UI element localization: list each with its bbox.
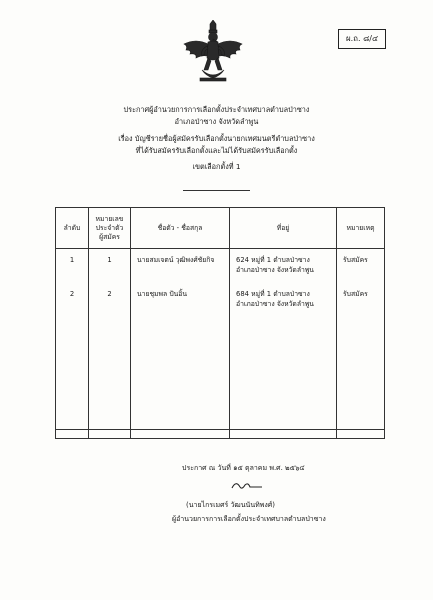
cell-number: 2 [89, 275, 131, 309]
table-header-row [56, 208, 385, 249]
col-header-name: ชื่อตัว - ชื่อสกุล [131, 208, 230, 249]
header-line-2: อำเภอป่าซาง จังหวัดลำพูน [174, 117, 259, 126]
table-empty-row [56, 430, 385, 439]
cell-name: นายสมเจตน์ วุฒิพงศ์ชัยกิจ [131, 249, 230, 276]
cell-note: รับสมัคร [337, 275, 385, 309]
col-header-address: ที่อยู่ [230, 208, 337, 249]
col-header-note: หมายเหตุ [337, 208, 385, 249]
cell-note: รับสมัคร [337, 249, 385, 276]
cell-number: 1 [89, 249, 131, 276]
col-header-number-line1: หมายเลข [95, 214, 124, 223]
signature-mark [230, 478, 264, 492]
header-line-5: เขตเลือกตั้งที่ 1 [192, 162, 241, 171]
cell-order: 1 [56, 249, 89, 276]
header-line-3: เรื่อง บัญชีรายชื่อผู้สมัครรับเลือกตั้งนายกเทศมนตรีตำบลป่าซาง [118, 134, 315, 143]
cell-order: 2 [56, 275, 89, 309]
cell-name: นายชุมพล ปันอิ้น [131, 275, 230, 309]
col-header-order: ลำดับ [56, 208, 89, 249]
cell-address-line1: 624 หมู่ที่ 1 ตำบลป่าซาง [236, 256, 310, 264]
garuda-emblem-icon [180, 20, 246, 86]
cell-address [230, 249, 337, 276]
header-line-4: ที่ได้รับสมัครรับเลือกตั้งและไม่ได้รับสมัครรับเลือกตั้ง [135, 146, 298, 155]
header-divider [183, 190, 250, 191]
cell-address-line1: 684 หมู่ที่ 1 ตำบลป่าซาง [236, 290, 310, 298]
header-line-1: ประกาศผู้อำนวยการการเลือกตั้งประจำเทศบาลตำบลป่าซาง [123, 105, 310, 114]
signer-title: ผู้อำนวยการการเลือกตั้งประจำเทศบาลตำบลป่าซาง [172, 515, 326, 523]
col-header-number [89, 208, 131, 249]
signer-name: (นายไกรเมศร์ วัฒนนันทิพงศ์) [186, 501, 275, 509]
cell-address-line2: อำเภอป่าซาง จังหวัดลำพูน [236, 300, 314, 308]
form-code-box: ผ.ถ. ๘/๔ [338, 29, 386, 49]
cell-address-line2: อำเภอป่าซาง จังหวัดลำพูน [236, 266, 314, 274]
table-row [56, 275, 385, 309]
cell-address [230, 275, 337, 309]
table-empty-space [56, 309, 385, 430]
col-header-number-line2: ประจำตัว [95, 223, 124, 232]
candidate-table [55, 207, 385, 439]
announcement-date: ประกาศ ณ วันที่ ๑๕ ตุลาคม พ.ศ. ๒๕๖๔ [182, 464, 305, 472]
col-header-number-line3: ผู้สมัคร [99, 232, 120, 241]
table-row [56, 249, 385, 276]
